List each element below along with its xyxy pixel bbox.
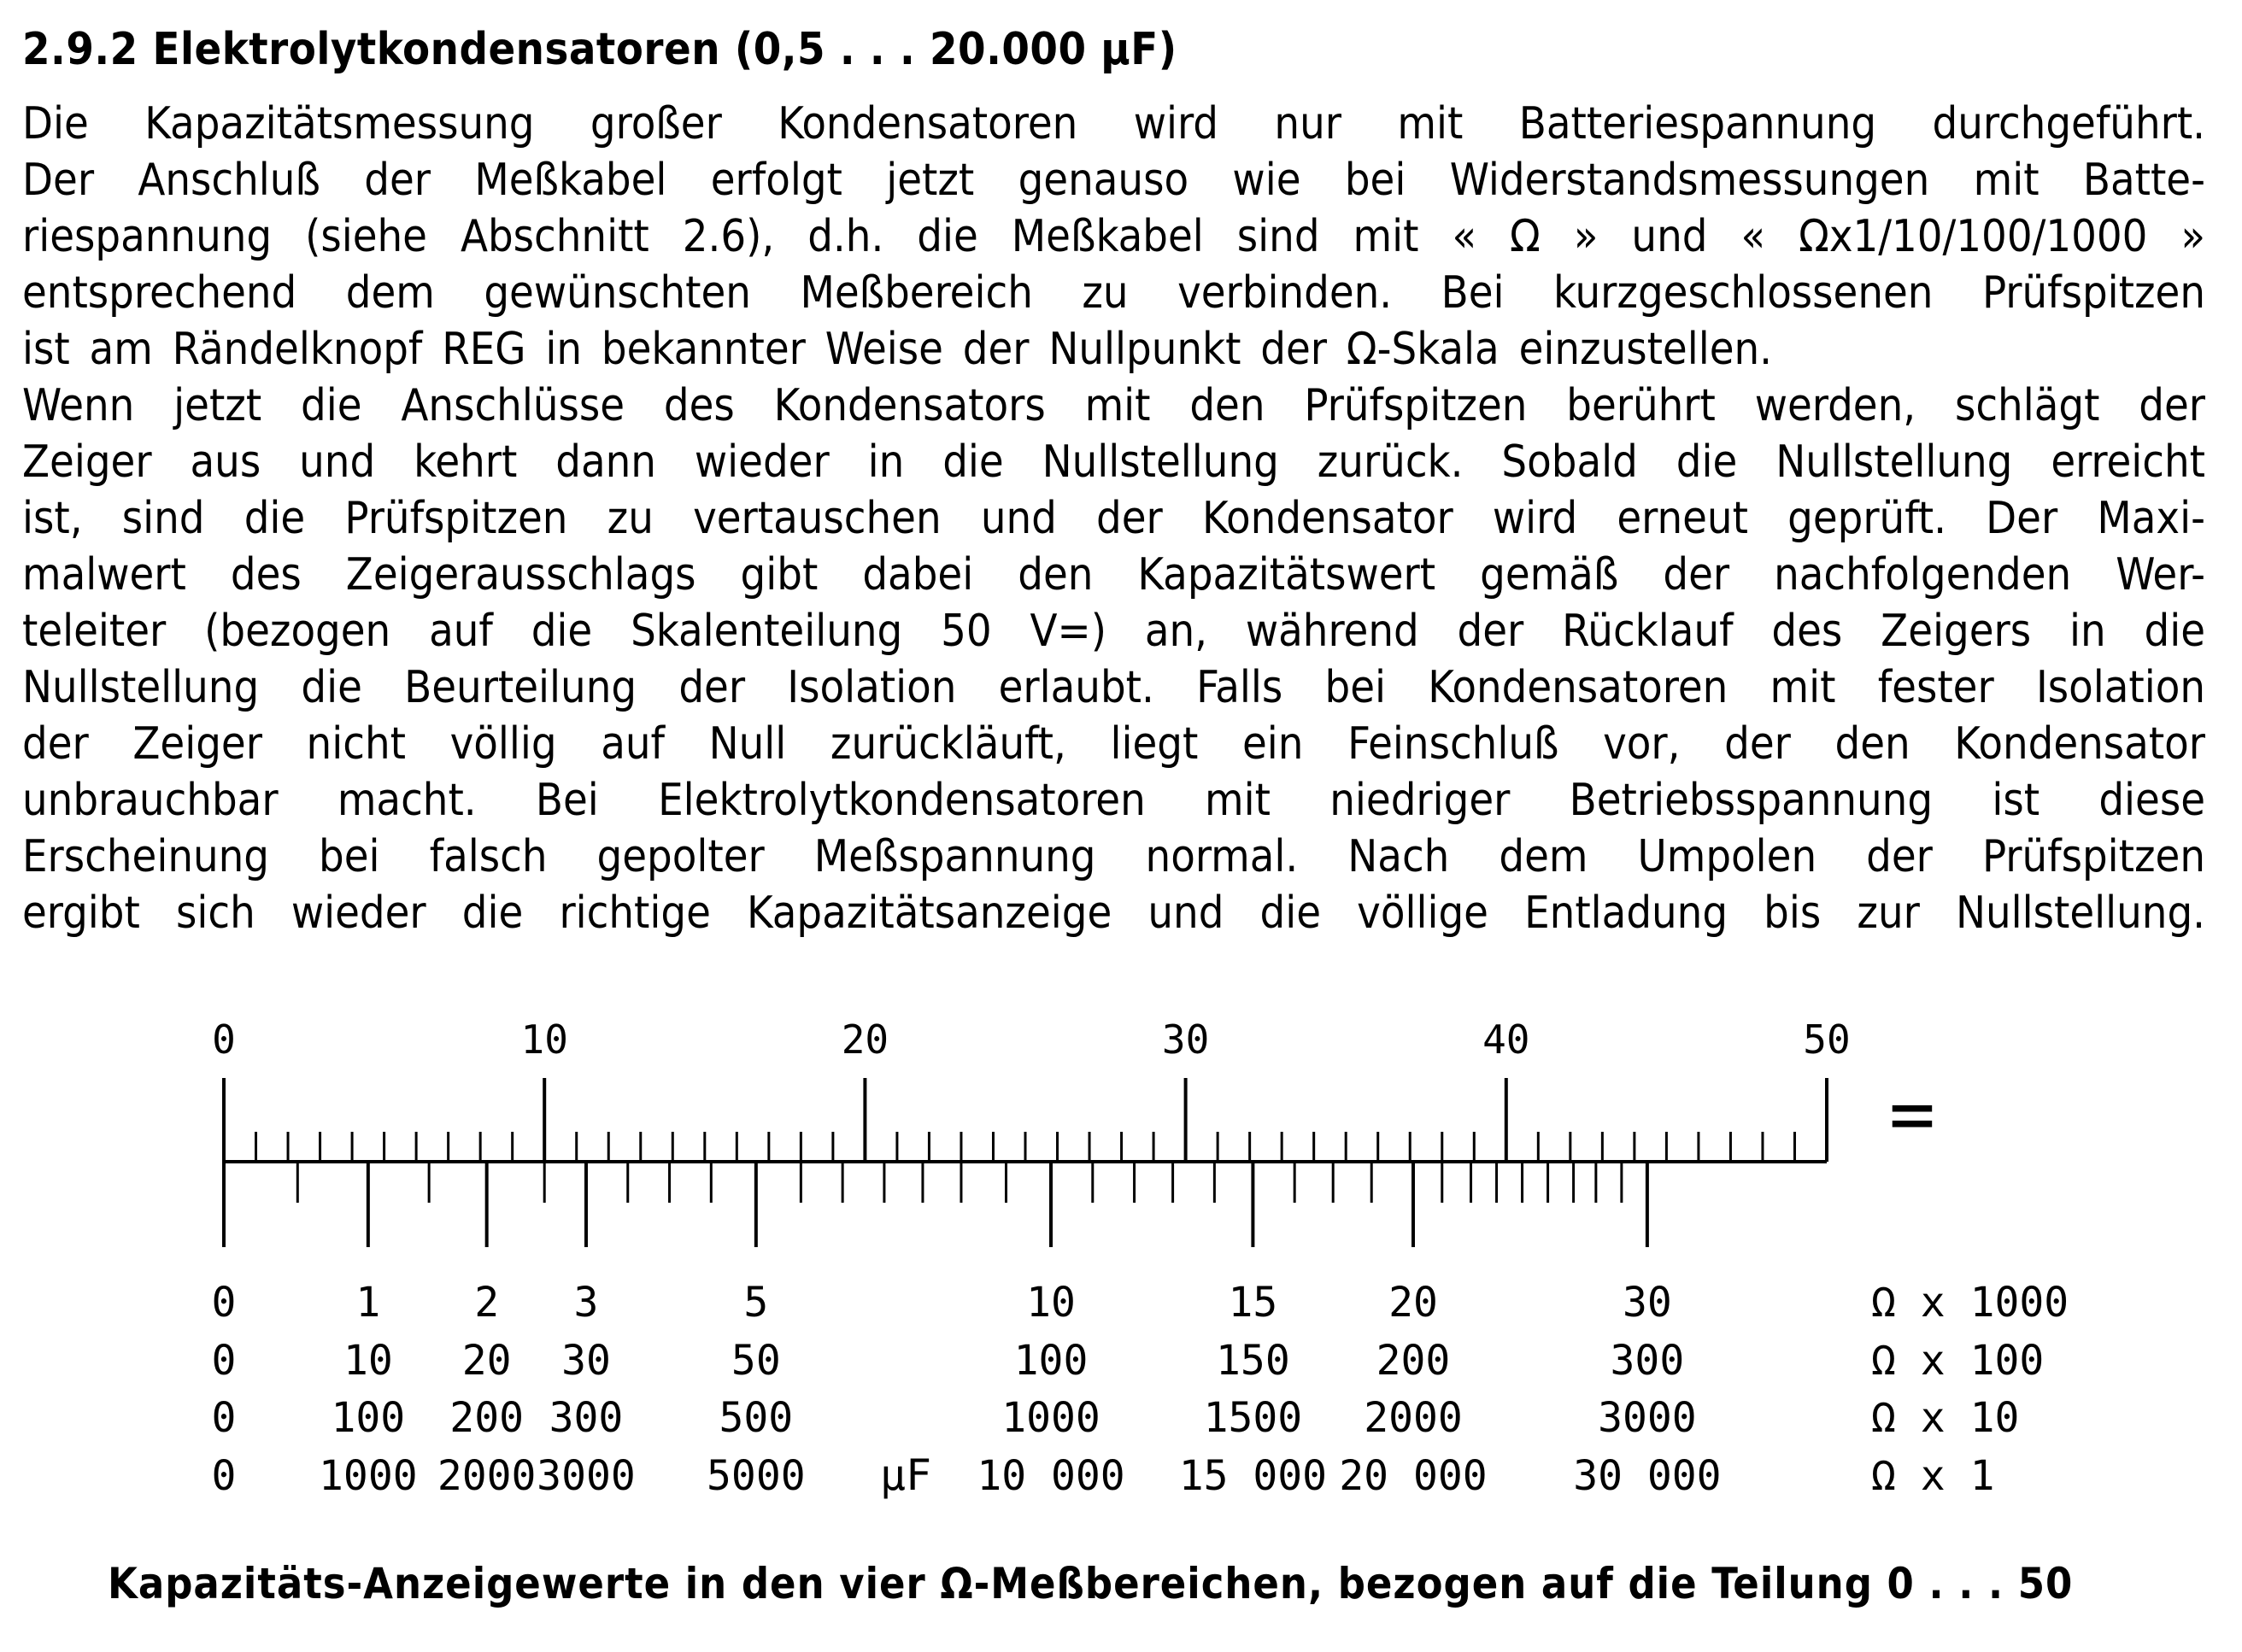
scale-labels: [212, 1016, 2069, 1500]
text-line: ist am Rändelknopf REG in bekannter Weise der Nullpunkt der Ω-Skala einzustellen.: [22, 324, 1773, 375]
bottom-scale-label: 30 000: [1573, 1452, 1722, 1500]
bottom-scale-label: 3000: [537, 1452, 636, 1500]
top-scale-label: 10: [520, 1016, 568, 1063]
text-line: Zeiger aus und kehrt dann wieder in die Nullstellung zurück. Sobald die Nullstellung erreicht: [22, 436, 2205, 488]
range-label: Ω x 1: [1871, 1452, 1995, 1500]
bottom-scale-label: 0: [211, 1452, 237, 1500]
unit-label: µF: [879, 1450, 932, 1500]
range-label: Ω x 1000: [1871, 1279, 2069, 1327]
text-line: malwert des Zeigerausschlags gibt dabei den Kapazitätswert gemäß der nachfolgenden Wer-: [22, 549, 2205, 600]
bottom-scale-label: 5000: [707, 1452, 806, 1500]
text-line: Wenn jetzt die Anschlüsse des Kondensators mit den Prüfspitzen berührt werden, schlägt der: [22, 380, 2205, 431]
bottom-scale-label: 100: [1013, 1337, 1089, 1385]
bottom-scale-label: 2000: [437, 1452, 537, 1500]
top-scale-label: 50: [1803, 1016, 1851, 1063]
top-scale-label: 0: [212, 1016, 236, 1063]
bottom-scale-label: 2000: [1364, 1394, 1463, 1442]
bottom-scale-label: 20: [461, 1337, 512, 1385]
section-heading: 2.9.2 Elektrolytkondensatoren (0,5 . . . 20.000 µF): [22, 24, 1177, 75]
text-line: der Zeiger nicht völlig auf Null zurückläuft, liegt ein Feinschluß vor, der den Kondensator: [22, 718, 2205, 770]
top-scale-label: 40: [1482, 1016, 1530, 1063]
bottom-scale-label: 200: [449, 1394, 525, 1442]
text-line: unbrauchbar macht. Bei Elektrolytkondensatoren mit niedriger Betriebsspannung ist diese: [22, 775, 2205, 826]
bottom-scale-label: 5: [743, 1279, 769, 1327]
text-line: Nullstellung die Beurteilung der Isolation erlaubt. Falls bei Kondensatoren mit fester Isolation: [22, 662, 2205, 713]
bottom-scale-label: 3: [573, 1279, 599, 1327]
bottom-scale-label: 300: [549, 1394, 624, 1442]
bottom-scale-label: 20: [1388, 1279, 1438, 1327]
text-line: Die Kapazitätsmessung großer Kondensatoren wird nur mit Batteriespannung durchgeführt.: [22, 98, 2205, 149]
top-scale-label: 20: [841, 1016, 889, 1063]
capacitance-scale-figure: [0, 991, 2242, 1503]
text-line: entsprechend dem gewünschten Meßbereich zu verbinden. Bei kurzgeschlossenen Prüfspitzen: [22, 267, 2205, 319]
text-line: Der Anschluß der Meßkabel erfolgt jetzt genauso wie bei Widerstandsmessungen mit Batte-: [22, 155, 2205, 206]
body-text: [22, 96, 2205, 941]
figure-caption: Kapazitäts-Anzeigewerte in den vier Ω-Meßbereichen, bezogen auf die Teilung 0 . . . 50: [108, 1559, 2074, 1608]
bottom-scale-label: 3000: [1598, 1394, 1697, 1442]
bottom-scale-label: 30: [561, 1337, 611, 1385]
bottom-scale-label: 0: [211, 1394, 237, 1442]
bottom-scale-label: 10 000: [977, 1452, 1125, 1500]
range-label: Ω x 100: [1871, 1337, 2045, 1385]
text-line: riespannung (siehe Abschnitt 2.6), d.h. die Meßkabel sind mit « Ω » und « Ωx1/10/100/1000 »: [22, 211, 2205, 262]
bottom-scale: [224, 1162, 1647, 1247]
text-line: ist, sind die Prüfspitzen zu vertauschen und der Kondensator wird erneut geprüft. Der Maxi-: [22, 493, 2205, 544]
bottom-scale-label: 1500: [1203, 1394, 1303, 1442]
bottom-scale-label: 15: [1228, 1279, 1278, 1327]
bottom-scale-label: 200: [1376, 1337, 1451, 1385]
bottom-scale-label: 2: [474, 1279, 500, 1327]
bottom-scale-label: 10: [343, 1337, 393, 1385]
text-line: ergibt sich wieder die richtige Kapazitätsanzeige und die völlige Entladung bis zur Nullstellung.: [22, 888, 2205, 939]
bottom-scale-label: 1: [355, 1279, 381, 1327]
bottom-scale-label: 20 000: [1339, 1452, 1488, 1500]
bottom-scale-label: 15 000: [1178, 1452, 1328, 1500]
bottom-scale-label: 10: [1026, 1279, 1076, 1327]
top-scale: [224, 1078, 1827, 1162]
bottom-scale-label: 50: [731, 1337, 781, 1385]
bottom-scale-label: 30: [1622, 1279, 1672, 1327]
bottom-scale-label: 150: [1216, 1337, 1290, 1385]
bottom-scale-label: 100: [331, 1394, 406, 1442]
text-line: teleiter (bezogen auf die Skalenteilung 50 V=) an, während der Rücklauf des Zeigers in die: [22, 606, 2205, 657]
top-scale-label: 30: [1161, 1016, 1210, 1063]
dc-symbol: =: [1888, 1069, 1936, 1159]
bottom-scale-label: 1000: [319, 1452, 418, 1500]
bottom-scale-label: 0: [211, 1337, 237, 1385]
bottom-scale-label: 0: [211, 1279, 237, 1327]
bottom-scale-label: 300: [1610, 1337, 1685, 1385]
bottom-scale-label: 1000: [1001, 1394, 1100, 1442]
bottom-scale-label: 500: [719, 1394, 794, 1442]
text-line: Erscheinung bei falsch gepolter Meßspannung normal. Nach dem Umpolen der Prüfspitzen: [22, 831, 2205, 882]
range-label: Ω x 10: [1871, 1394, 2020, 1442]
